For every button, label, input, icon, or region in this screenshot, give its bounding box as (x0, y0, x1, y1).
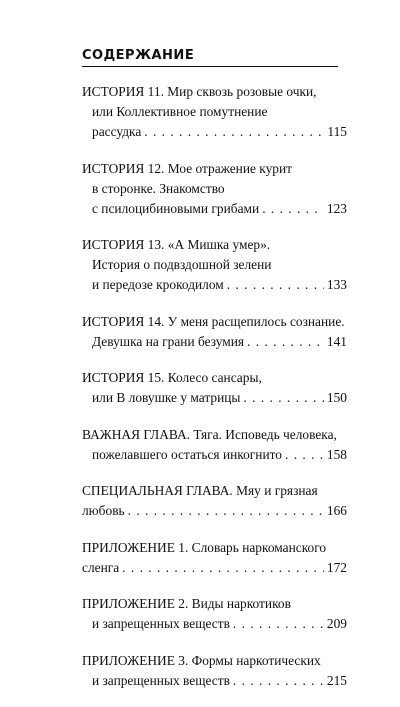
dot-leader (285, 445, 324, 465)
toc-entry (82, 368, 347, 408)
toc-entry-title: ИСТОРИЯ 11. Мир сквозь розовые очки, (82, 84, 317, 99)
page-title: СОДЕРЖАНИЕ (82, 48, 195, 63)
dot-leader (227, 275, 324, 295)
toc-entry-title: сленга (82, 559, 120, 575)
table-of-contents (82, 82, 347, 707)
toc-entry-last-line (82, 445, 347, 465)
toc-entry-title: пожелавшего остаться инкогнито (92, 446, 282, 462)
toc-entry-title: рассудка (92, 124, 142, 139)
toc-entry (82, 235, 347, 295)
toc-entry-title: ИСТОРИЯ 13. «А Мишка умер». (82, 237, 271, 252)
toc-entry-title: ПРИЛОЖЕНИЕ 2. Виды наркотиков (82, 596, 291, 611)
toc-entry-title: и запрещенных веществ (92, 672, 230, 688)
dot-leader (233, 671, 324, 691)
toc-entry-title: любовь (82, 503, 125, 518)
title-divider (82, 66, 338, 67)
toc-entry-title: или Коллективное помутнение (92, 104, 268, 119)
toc-entry-last-line (82, 199, 347, 219)
toc-entry-title: с псилоцибиновыми грибами (92, 200, 260, 216)
dot-leader (233, 614, 324, 634)
toc-entry-title: или В ловушке у матрицы (92, 390, 241, 405)
toc-entry (82, 425, 347, 465)
page-number: 209 (326, 616, 347, 631)
page-number: 166 (326, 503, 347, 518)
toc-entry-last-line (82, 332, 347, 352)
toc-entry-title: Девушка на грани безумия (92, 333, 245, 349)
page-number: 115 (327, 124, 347, 139)
page-number: 172 (326, 559, 347, 575)
toc-entry-last-line (82, 275, 347, 295)
page-number: 215 (326, 672, 347, 688)
toc-entry-last-line (82, 558, 347, 578)
toc-entry-last-line (82, 614, 347, 634)
dot-leader (262, 199, 324, 219)
toc-entry-title: ПРИЛОЖЕНИЕ 3. Формы наркотических (82, 652, 321, 668)
toc-entry-last-line (82, 388, 347, 408)
toc-entry-title: в сторонке. Знакомство (92, 180, 225, 196)
toc-entry-title: История о подвздошной зелени (92, 257, 272, 272)
toc-entry (82, 594, 347, 634)
toc-entry-title: ВАЖНАЯ ГЛАВА. Тяга. Исповедь человека, (82, 426, 337, 442)
page-number: 123 (326, 200, 347, 216)
dot-leader (144, 122, 324, 142)
toc-entry-last-line (82, 501, 347, 521)
toc-entry-title: ИСТОРИЯ 15. Колесо сансары, (82, 370, 262, 385)
dot-leader (243, 388, 323, 408)
toc-entry-title: ПРИЛОЖЕНИЕ 1. Словарь наркоманского (82, 539, 327, 555)
toc-entry-title: ИСТОРИЯ 12. Мое отражение курит (82, 160, 293, 176)
toc-entry-title: и запрещенных веществ (92, 616, 230, 631)
toc-entry-last-line (82, 122, 347, 142)
toc-entry (82, 651, 347, 691)
dot-leader (128, 501, 324, 521)
page-number: 133 (326, 277, 347, 292)
toc-entry (82, 312, 347, 352)
page-number: 141 (326, 333, 347, 349)
toc-entry (82, 82, 347, 142)
toc-entry-title: ИСТОРИЯ 14. У меня расщепилось сознание. (82, 313, 345, 329)
toc-entry-title: СПЕЦИАЛЬНАЯ ГЛАВА. Мяу и грязная (82, 483, 318, 498)
toc-entry (82, 481, 347, 521)
toc-entry (82, 159, 347, 219)
page-number: 150 (326, 390, 347, 405)
page-number: 158 (326, 446, 347, 462)
dot-leader (122, 558, 324, 578)
toc-entry-last-line (82, 671, 347, 691)
toc-entry (82, 538, 347, 578)
dot-leader (247, 332, 324, 352)
toc-entry-title: и передозе крокодилом (92, 277, 224, 292)
